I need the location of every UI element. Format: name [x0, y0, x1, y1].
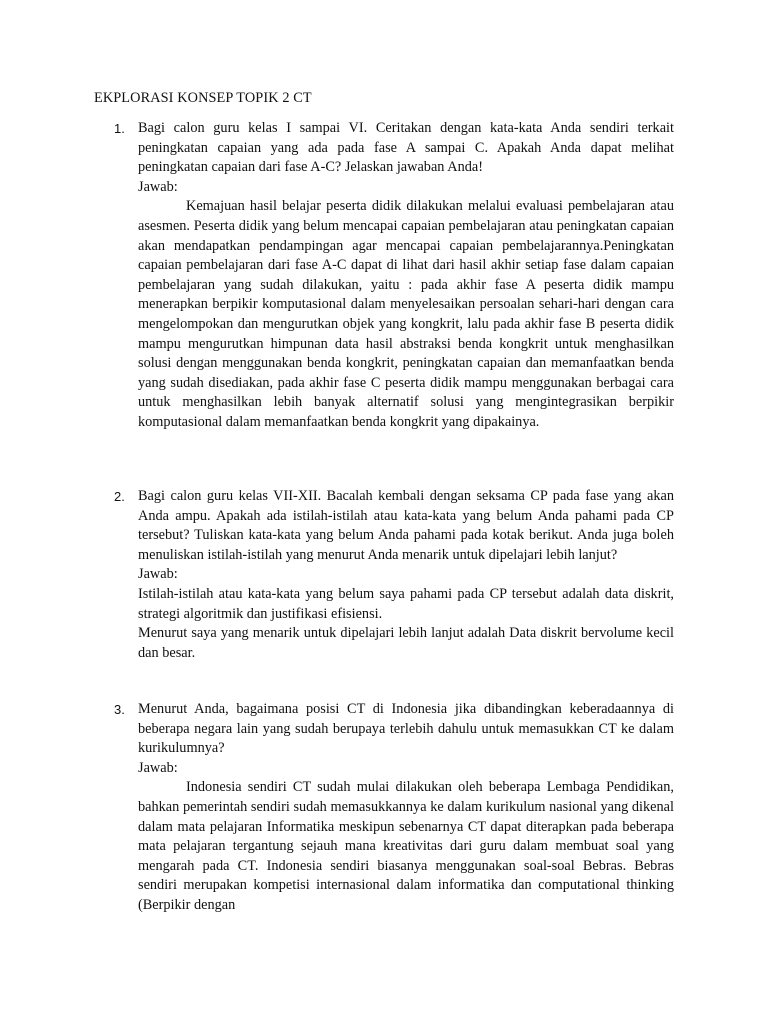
item-number: 2.: [114, 489, 125, 504]
answer-label: Jawab:: [138, 759, 178, 776]
document-title: EKPLORASI KONSEP TOPIK 2 CT: [94, 90, 312, 106]
list-item-3: [114, 700, 674, 916]
answer-paragraph: Menurut saya yang menarik untuk dipelajari lebih lanjut adalah Data diskrit bervolume kecil dan besar.: [138, 625, 674, 661]
answer-paragraph: Indonesia sendiri CT sudah mulai dilakukan oleh beberapa Lembaga Pendidikan, bahkan pemerintah sendiri sudah memasukkannya ke dalam kurikulum nasional yang dikenal dalam mata pelajaran Informatika meskipun sebenarnya CT dapat diterapkan pada beberapa mata pelajaran tergantung sejauh mana kreativitas dari guru dalam membuat soal yang mengarah pada CT. Indonesia sendiri biasanya menggunakan soal-soal Bebras. Bebras sendiri merupakan kompetisi internasional dalam informatika dan computational thinking (Berpikir dengan: [138, 779, 674, 913]
item-number: 3.: [114, 702, 125, 717]
list-item-2: [114, 487, 674, 663]
item-number: 1.: [114, 121, 125, 136]
list-item-1: [114, 119, 674, 433]
answer-label: Jawab:: [138, 178, 178, 195]
question-text: Bagi calon guru kelas I sampai VI. Ceritakan dengan kata-kata Anda sendiri terkait peningkatan capaian yang ada pada fase A sampai C. Apakah Anda dapat melihat peningkatan capaian dari fase A-C? Jelaskan jawaban Anda!: [138, 120, 674, 176]
question-text: Menurut Anda, bagaimana posisi CT di Indonesia jika dibandingkan keberadaannya di beberapa negara lain yang sudah berupaya terlebih dahulu untuk memasukkan CT ke dalam kurikulumnya?: [138, 701, 674, 757]
answer-paragraph: Kemajuan hasil belajar peserta didik dilakukan melalui evaluasi pembelajaran atau asesmen. Peserta didik yang belum mencapai capaian pembelajaran atau peningkatan capaian akan mendapatkan pendampingan agar mencapai capaian pembelajarannya.Peningkatan capaian pembelajaran dari fase A-C dapat di lihat dari hasil akhir setiap fase dalam capaian pembelajaran yang sudah dilakukan, yaitu : pada akhir fase A peserta didik mampu menerapkan berpikir komputasional dalam menyelesaikan persoalan sehari-hari dengan cara mengelompokan dan mengurutkan objek yang kongkrit, lalu pada akhir fase B peserta didik mampu mengurutkan himpunan data hasil abstraksi benda kongkrit untuk menghasilkan solusi dengan menggunakan benda kongkrit, peningkatan capaian dan memanfaatkan benda yang sudah disediakan, pada akhir fase C peserta didik mampu menggunakan berbagai cara untuk menghasilkan lebih banyak alternatif solusi yang mengintegrasikan berpikir komputasional dalam memanfaatkan benda kongkrit yang dipakainya.: [138, 198, 674, 430]
answer-label: Jawab:: [138, 566, 178, 583]
answer-paragraph: Istilah-istilah atau kata-kata yang belum saya pahami pada CP tersebut adalah data diskrit, strategi algoritmik dan justifikasi efisiensi.: [138, 585, 674, 622]
question-text: Bagi calon guru kelas VII-XII. Bacalah kembali dengan seksama CP pada fase yang akan Anda ampu. Apakah ada istilah-istilah atau kata-kata yang belum Anda pahami pada CP tersebut? Tuliskan kata-kata yang belum Anda pahami pada kotak berikut. Anda juga boleh menuliskan istilah-istilah yang menurut Anda menarik untuk dipelajari lebih lanjut?: [138, 488, 674, 563]
